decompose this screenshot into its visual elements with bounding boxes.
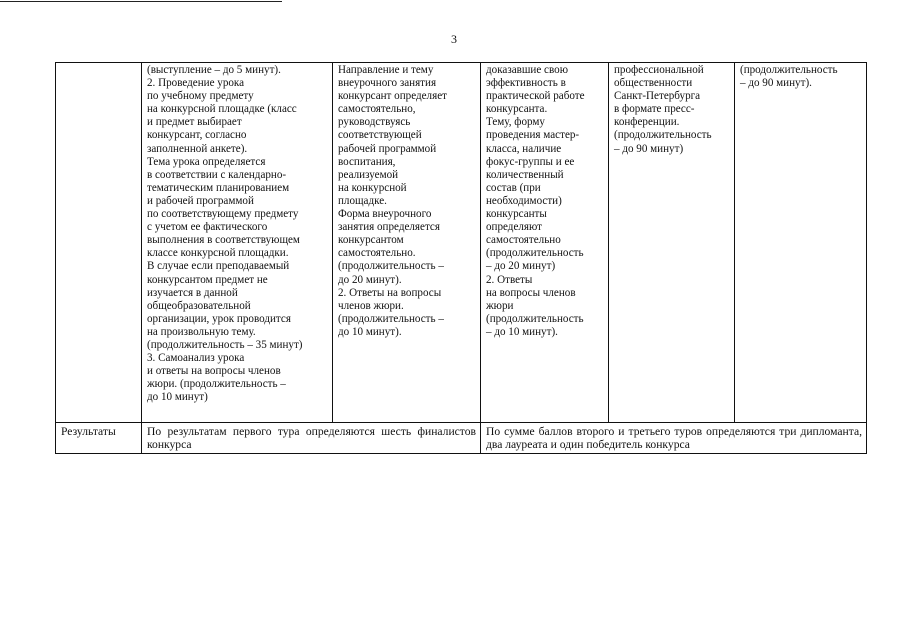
cell-second-round-extracurricular	[333, 63, 481, 423]
cell-third-round-press-conference	[609, 63, 735, 423]
results-label: Результаты	[56, 423, 142, 454]
header-rule	[0, 1, 282, 2]
cell-first-round-description	[142, 63, 333, 423]
results-final-rounds: По сумме баллов второго и третьего туров определяются три дипломанта, два лауреата и один победитель конкурса	[481, 423, 867, 454]
cell-text: (продолжительность – до 90 минут).	[740, 64, 838, 90]
table-row-results	[56, 423, 867, 454]
cell-text: (выступление – до 5 минут). 2. Проведение урока по учебному предмету на конкурсной площадке (класс и предмет выбирает конкурсант, согласно заполненной анкете). Тема урока определяется в соответствии с календарно- тематическим планированием и рабочей программой по соответствующему предмету с учетом ее фактического выполнения в соответствующем классе конкурсной площадки. В случае если преподаваемый конкурсантом предмет не изучается в данной общеобразовательной организации, урок проводится на произвольную тему. (продолжительность – 35 минут) 3. Самоанализ урока и ответы на вопросы членов жюри. (продолжительность – до 10 минут)	[147, 64, 303, 404]
results-first-round: По результатам первого тура определяются шесть финалистов конкурса	[142, 423, 481, 454]
page-number: 3	[451, 32, 457, 46]
row-label-cell-empty	[56, 63, 142, 423]
cell-second-round-master-class	[481, 63, 609, 423]
cell-text: Направление и тему внеурочного занятия конкурсант определяет самостоятельно, руководствуясь соответствующей рабочей программой воспитания, реализуемой на конкурсной площадке. Форма внеурочного занятия определяется конкурсантом самостоятельно. (продолжительность – до 20 минут). 2. Ответы на вопросы членов жюри. (продолжительность – до 10 минут).	[338, 64, 447, 338]
cell-text: доказавшие свою эффективность в практической работе конкурсанта. Тему, форму проведения мастер- класса, наличие фокус-группы и ее количественный состав (при необходимости) конкурсанты определяют самостоятельно (продолжительность – до 20 минут) 2. Ответы на вопросы членов жюри (продолжительность – до 10 минут).	[486, 64, 585, 338]
cell-text: профессиональной общественности Санкт-Петербурга в формате пресс- конференции. (продолжительность – до 90 минут)	[614, 64, 712, 155]
table-row-rounds	[56, 63, 867, 423]
contest-schedule-table	[55, 62, 867, 454]
cell-third-round-duration	[735, 63, 867, 423]
